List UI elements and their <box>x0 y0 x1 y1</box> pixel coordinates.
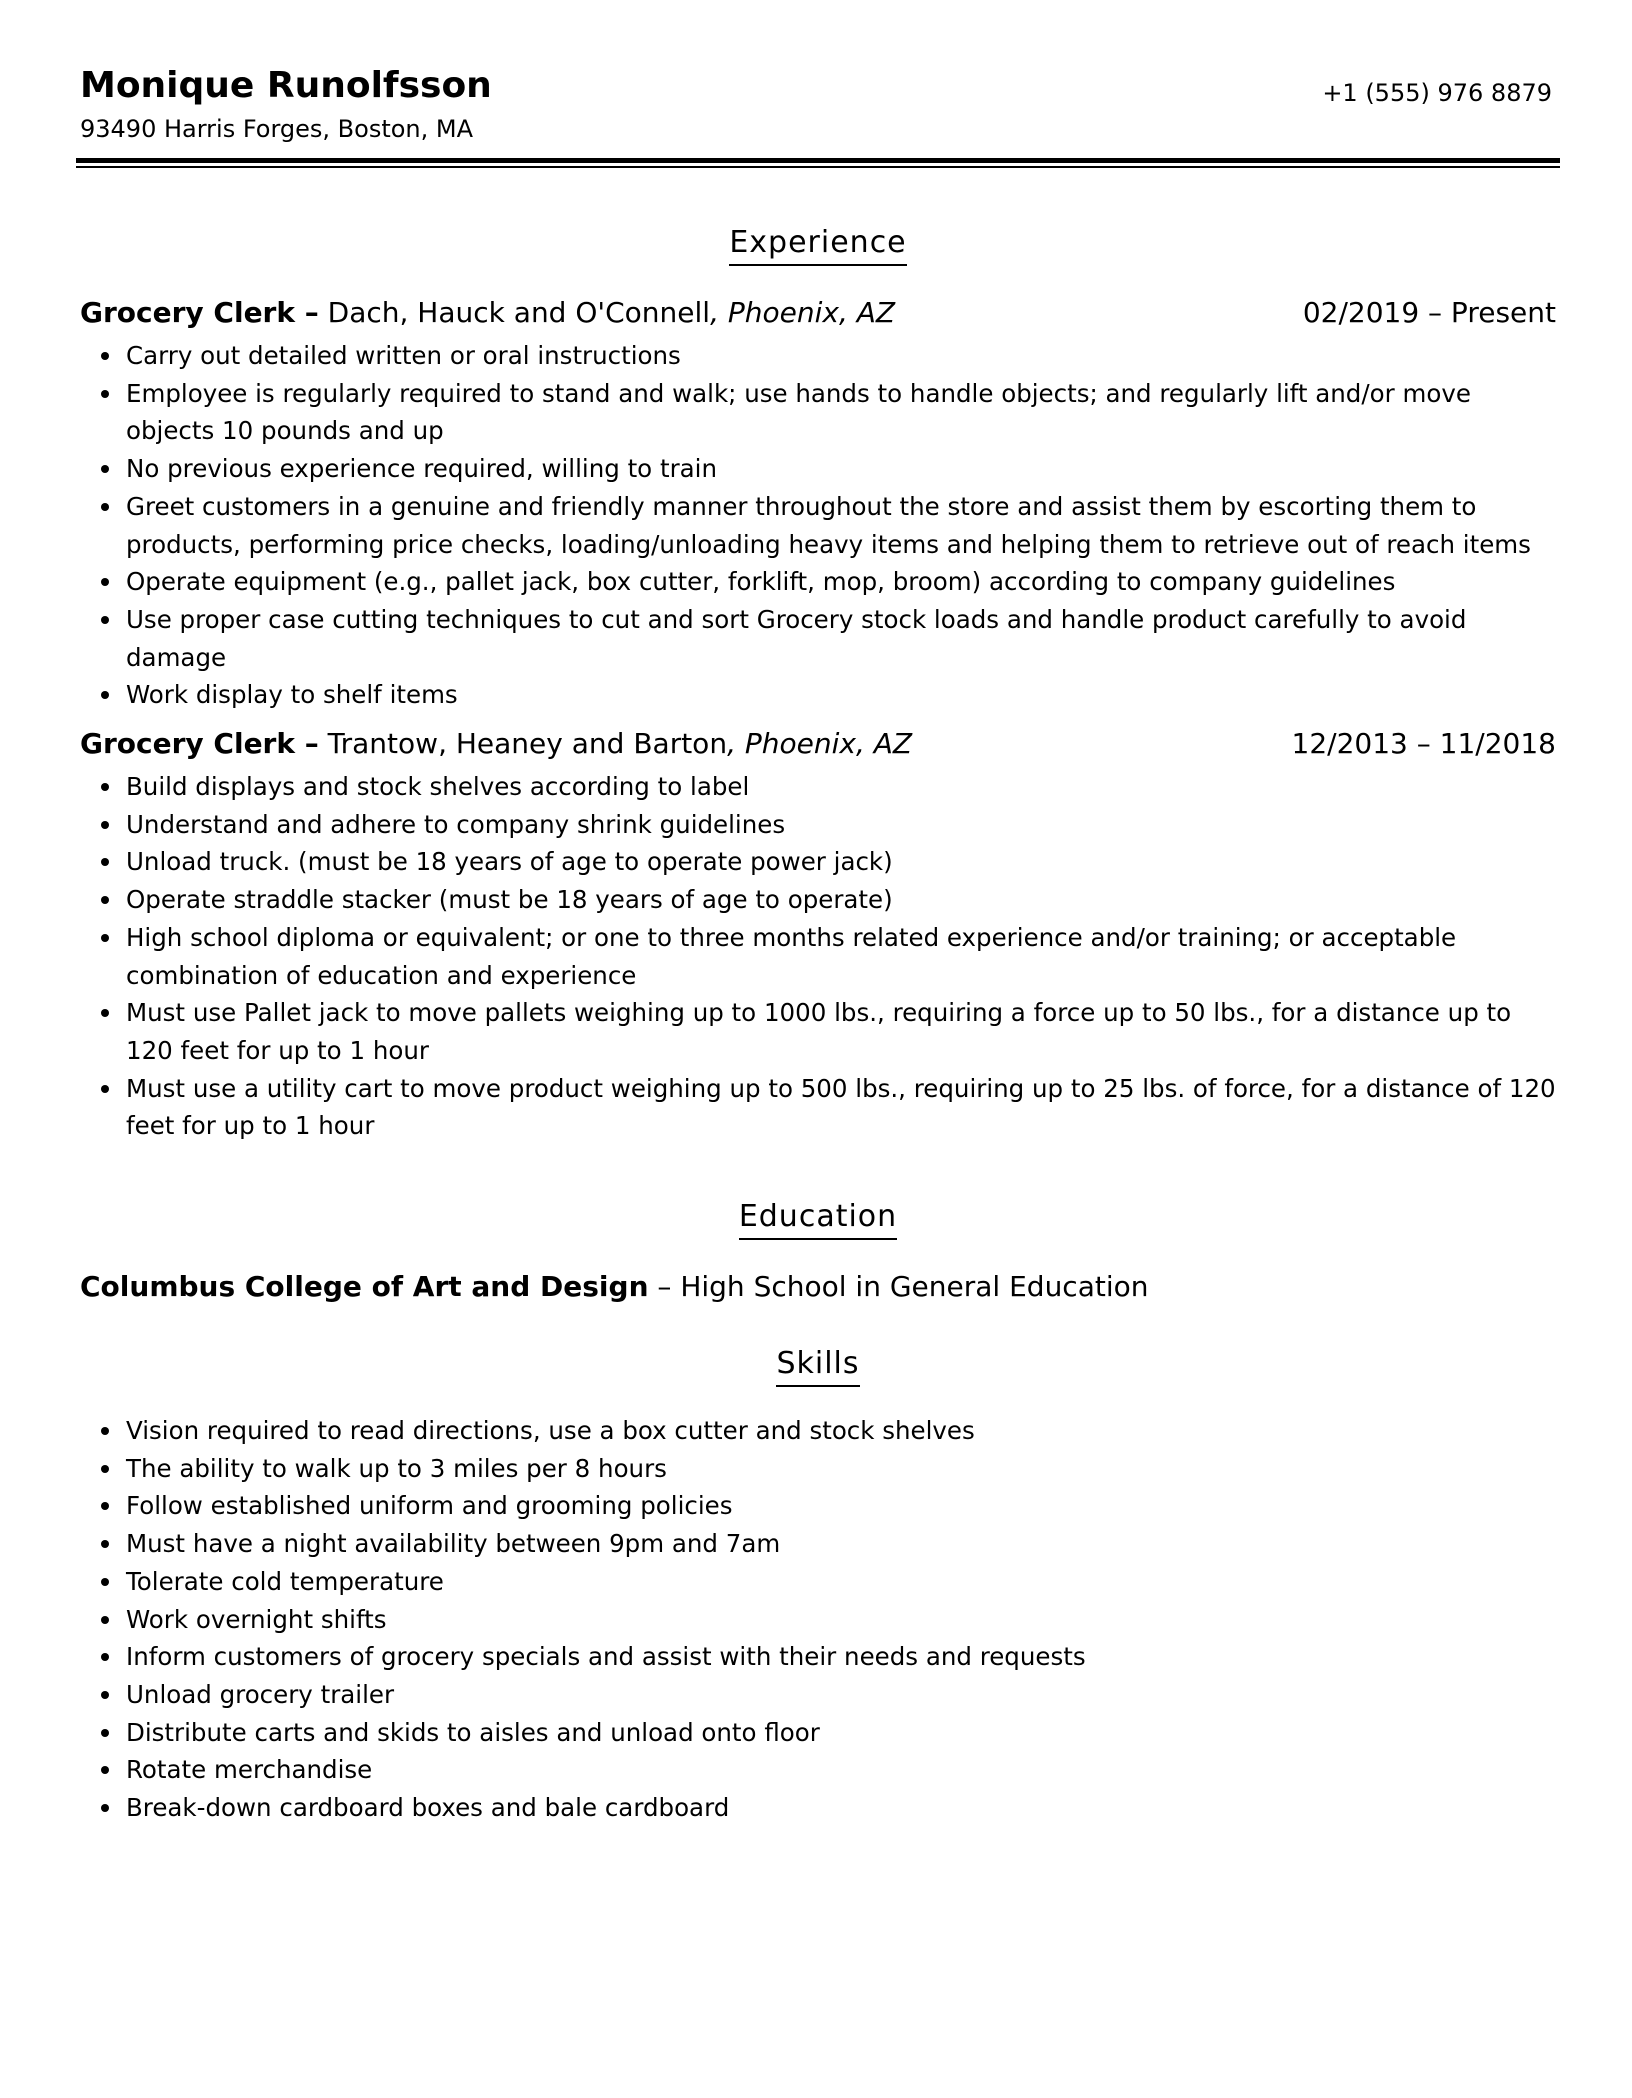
school-name: Columbus College of Art and Design <box>80 1270 649 1303</box>
list-item: Tolerate cold temperature <box>80 1563 1556 1601</box>
list-item: Operate equipment (e.g., pallet jack, box cutter, forklift, mop, broom) according to company guidelines <box>80 563 1556 601</box>
job-company: Trantow, Heaney and Barton <box>318 727 728 760</box>
job-header <box>80 727 1556 761</box>
resume-header <box>80 60 1556 170</box>
degree: – High School in General Education <box>648 1270 1149 1303</box>
skills-heading: Skills <box>80 1345 1556 1387</box>
list-item: Must use a utility cart to move product weighing up to 500 lbs., requiring up to 25 lbs. of force, for a distance of 120 feet for up to 1 hour <box>80 1070 1556 1145</box>
list-item: Understand and adhere to company shrink guidelines <box>80 806 1556 844</box>
list-item: Inform customers of grocery specials and assist with their needs and requests <box>80 1638 1556 1676</box>
job-location: , Phoenix, AZ <box>710 296 896 329</box>
list-item: The ability to walk up to 3 miles per 8 hours <box>80 1450 1556 1488</box>
list-item: Operate straddle stacker (must be 18 years of age to operate) <box>80 881 1556 919</box>
skills-list <box>80 1412 1556 1827</box>
job-role: Grocery Clerk – <box>80 727 319 760</box>
list-item: Must have a night availability between 9pm and 7am <box>80 1525 1556 1563</box>
list-item: Follow established uniform and grooming policies <box>80 1487 1556 1525</box>
education-entry <box>80 1270 1556 1304</box>
job-role: Grocery Clerk – <box>80 296 319 329</box>
list-item: Carry out detailed written or oral instructions <box>80 337 1556 375</box>
header-divider-thick <box>76 158 1560 163</box>
job-duties-list <box>80 337 1556 714</box>
education-heading: Education <box>80 1198 1556 1240</box>
list-item: Unload grocery trailer <box>80 1676 1556 1714</box>
list-item: Unload truck. (must be 18 years of age to operate power jack) <box>80 843 1556 881</box>
job-dates: 12/2013 – 11/2018 <box>1291 727 1556 760</box>
experience-heading: Experience <box>80 224 1556 266</box>
job-duties-list <box>80 768 1556 1145</box>
candidate-name: Monique Runolfsson <box>80 65 492 106</box>
candidate-address: 93490 Harris Forges, Boston, MA <box>80 115 474 143</box>
job-header <box>80 296 1556 330</box>
list-item: High school diploma or equivalent; or one to three months related experience and/or training; or acceptable combination of education and experience <box>80 919 1556 994</box>
list-item: No previous experience required, willing to train <box>80 450 1556 488</box>
list-item: Must use Pallet jack to move pallets weighing up to 1000 lbs., requiring a force up to 50 lbs., for a distance up to 120 feet for up to 1 hour <box>80 994 1556 1069</box>
list-item: Build displays and stock shelves according to label <box>80 768 1556 806</box>
header-divider-thin <box>76 166 1560 168</box>
list-item: Greet customers in a genuine and friendly manner throughout the store and assist them by escorting them to products, performing price checks, loading/unloading heavy items and helping them to retrieve out of reach items <box>80 488 1556 563</box>
list-item: Break-down cardboard boxes and bale cardboard <box>80 1789 1556 1827</box>
job-dates: 02/2019 – Present <box>1302 296 1556 329</box>
list-item: Distribute carts and skids to aisles and unload onto floor <box>80 1714 1556 1752</box>
list-item: Rotate merchandise <box>80 1751 1556 1789</box>
list-item: Employee is regularly required to stand and walk; use hands to handle objects; and regularly lift and/or move objects 10 pounds and up <box>80 375 1556 450</box>
candidate-phone: +1 (555) 976 8879 <box>1322 79 1552 107</box>
job-company: Dach, Hauck and O'Connell <box>318 296 711 329</box>
list-item: Work display to shelf items <box>80 676 1556 714</box>
list-item: Vision required to read directions, use a box cutter and stock shelves <box>80 1412 1556 1450</box>
job-location: , Phoenix, AZ <box>727 727 913 760</box>
list-item: Work overnight shifts <box>80 1601 1556 1639</box>
list-item: Use proper case cutting techniques to cut and sort Grocery stock loads and handle product carefully to avoid damage <box>80 601 1556 676</box>
